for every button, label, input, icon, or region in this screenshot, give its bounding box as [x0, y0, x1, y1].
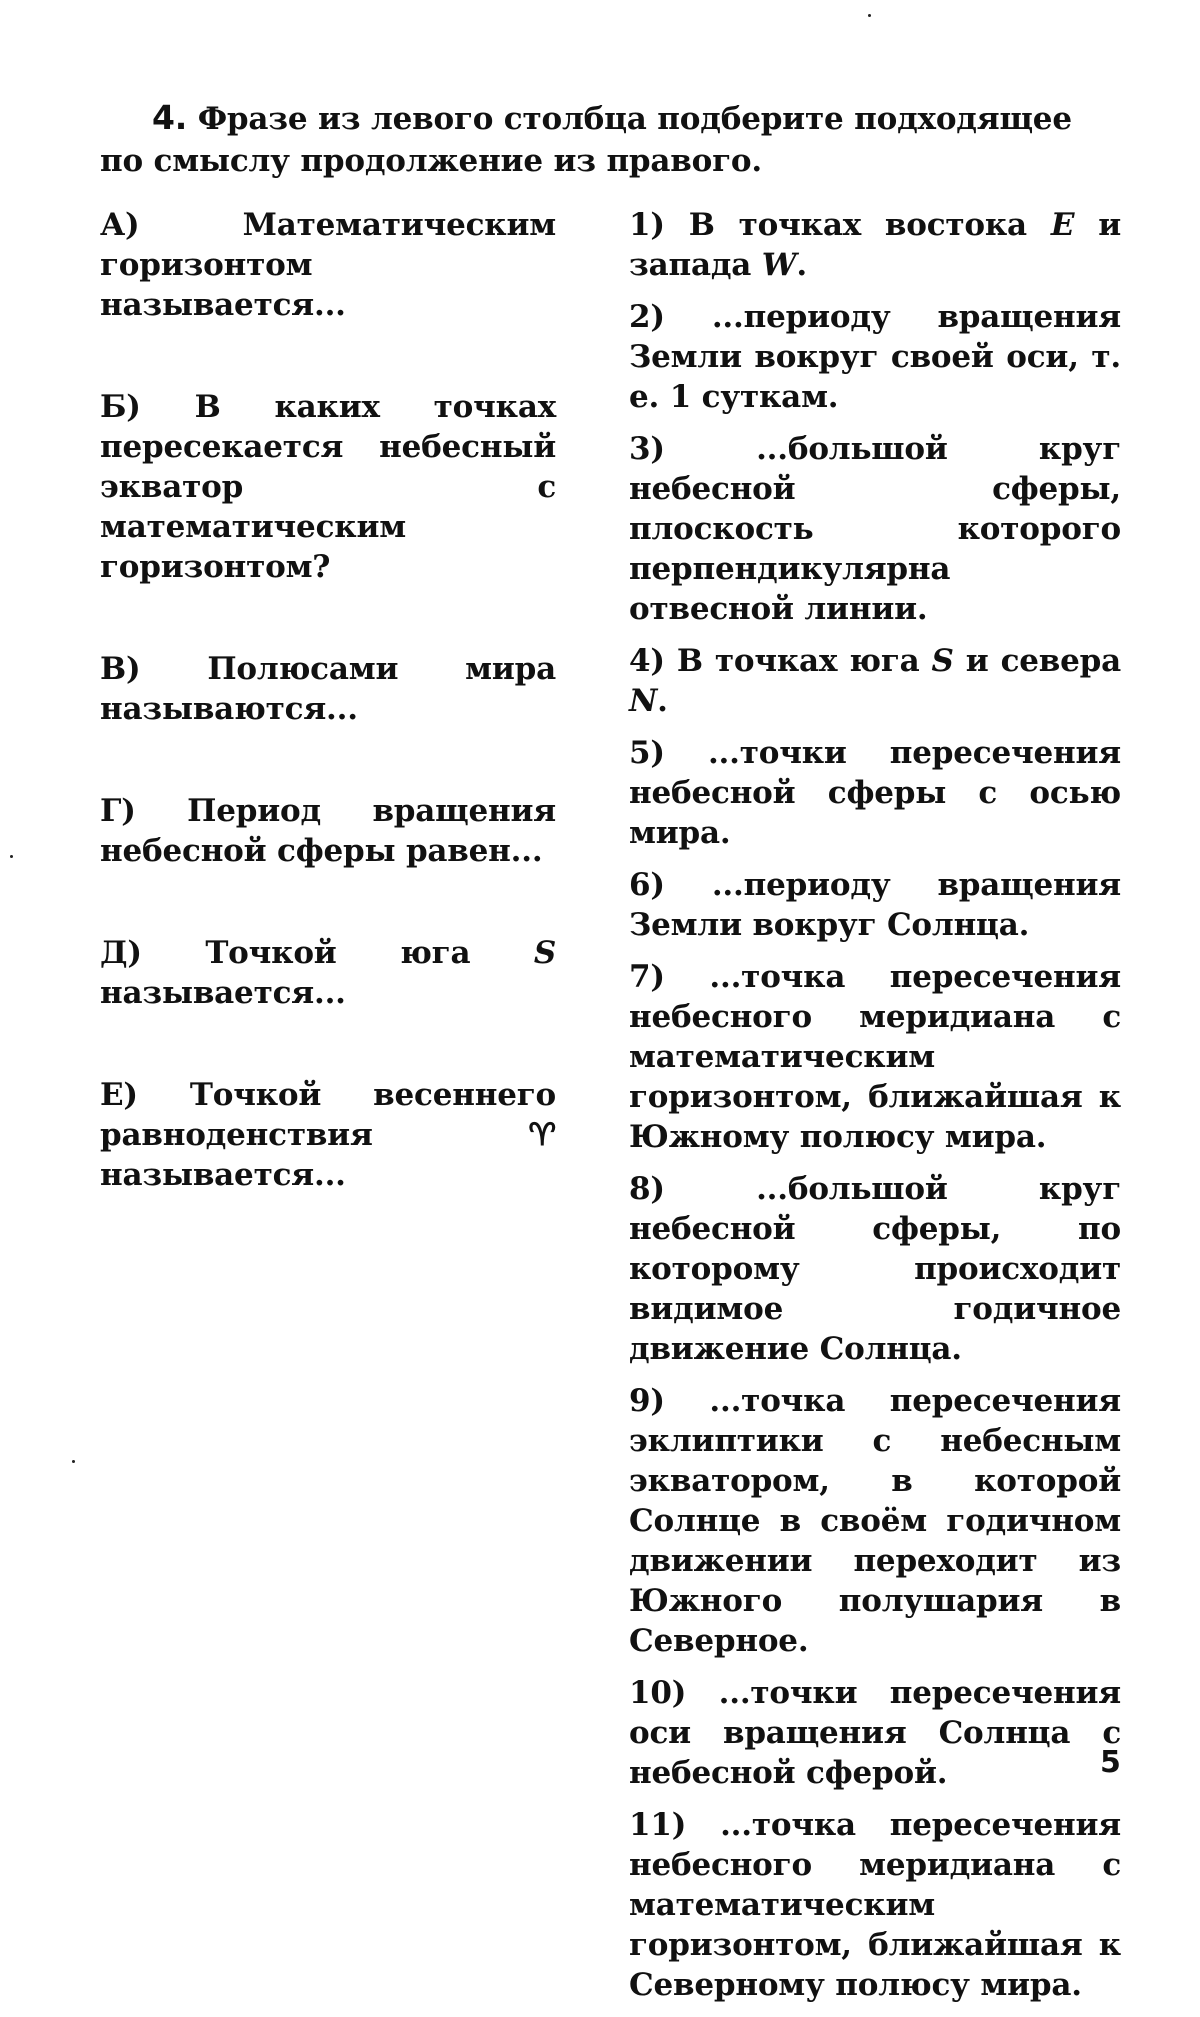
west-point-symbol: W — [761, 247, 797, 283]
right-item-text: и севера — [953, 643, 1121, 679]
task-number: 4. — [152, 98, 188, 137]
right-item-9 — [629, 1381, 1121, 1661]
right-item-text: ...точка пересечения небесного меридиана с математическим горизонтом, ближайшая к Северному полюсу мира. — [629, 1807, 1121, 2003]
left-item-label: Д) — [100, 935, 142, 971]
task-instruction-text: Фразе из левого столбца подберите подходящее по смыслу продолжение из правого. — [100, 101, 1072, 179]
left-item-g — [100, 791, 556, 871]
right-item-text: ...точки пересечения небесной сферы с осью мира. — [629, 735, 1121, 851]
aries-symbol-icon: ♈︎ — [528, 1117, 556, 1153]
right-item-text: и запада — [629, 207, 1121, 283]
north-point-symbol: N — [629, 683, 658, 719]
scan-speck — [10, 855, 13, 858]
left-item-text: Период вращения небесной сферы равен... — [100, 793, 556, 869]
left-item-text: В каких точках пересекается небесный экватор с математическим горизонтом? — [100, 389, 556, 585]
scan-speck — [72, 1460, 75, 1463]
right-item-text: ...большой круг небесной сферы, плоскость которого перпендикулярна отвесной линии. — [629, 431, 1121, 627]
right-item-label: 6) — [629, 867, 665, 903]
left-item-label: В) — [100, 651, 141, 687]
right-item-label: 1) — [629, 207, 665, 243]
left-item-a — [100, 205, 556, 325]
right-item-text: В точках юга — [676, 643, 932, 679]
right-item-text: ...точки пересечения оси вращения Солнца с небесной сферой. — [629, 1675, 1121, 1791]
east-point-symbol: E — [1050, 207, 1075, 243]
left-item-b — [100, 387, 556, 587]
right-item-text: ...периоду вращения Земли вокруг своей оси, т. е. 1 суткам. — [629, 299, 1121, 415]
left-item-text: Математическим горизонтом называется... — [100, 207, 556, 323]
south-point-symbol: S — [931, 643, 954, 679]
right-item-label: 9) — [629, 1383, 665, 1419]
south-point-symbol: S — [533, 935, 556, 971]
left-item-d — [100, 933, 556, 1013]
right-item-label: 7) — [629, 959, 665, 995]
left-item-e — [100, 1075, 556, 1195]
right-item-7 — [629, 957, 1121, 1157]
right-item-text: В точках востока — [688, 207, 1051, 243]
right-column — [629, 205, 1121, 2017]
left-item-text: Точкой юга — [205, 935, 471, 971]
right-item-text: ...точка пересечения небесного меридиана с математическим горизонтом, ближайшая к Южному полюсу мира. — [629, 959, 1121, 1155]
right-item-text: ...периоду вращения Земли вокруг Солнца. — [629, 867, 1121, 943]
right-item-text: ...точка пересечения эклиптики с небесным экватором, в которой Солнце в своём годичном движении переходит из Южного полушария в Северное. — [629, 1383, 1121, 1659]
right-item-5 — [629, 733, 1121, 853]
left-item-v — [100, 649, 556, 729]
left-item-text: Полюсами мира называются... — [100, 651, 556, 727]
left-item-text: называется... — [100, 1157, 346, 1193]
right-item-text: ...большой круг небесной сферы, по которому происходит видимое годичное движение Солнца. — [629, 1171, 1121, 1367]
right-item-3 — [629, 429, 1121, 629]
right-item-1 — [629, 205, 1121, 285]
right-item-6 — [629, 865, 1121, 945]
left-item-label: Г) — [100, 793, 136, 829]
right-item-label: 4) — [629, 643, 665, 679]
right-item-8 — [629, 1169, 1121, 1369]
right-item-label: 3) — [629, 431, 665, 467]
left-item-label: Б) — [100, 389, 141, 425]
right-item-label: 2) — [629, 299, 665, 335]
right-item-2 — [629, 297, 1121, 417]
right-item-11 — [629, 1805, 1121, 2005]
right-item-text: . — [657, 683, 668, 719]
right-item-label: 11) — [629, 1807, 687, 1843]
left-column — [100, 205, 556, 1257]
page-number: 5 — [1100, 1745, 1121, 1780]
task-instruction — [100, 97, 1120, 182]
left-item-label: А) — [100, 207, 140, 243]
right-item-label: 10) — [629, 1675, 687, 1711]
right-item-text: . — [796, 247, 808, 283]
right-item-label: 5) — [629, 735, 665, 771]
right-item-label: 8) — [629, 1171, 665, 1207]
right-item-4 — [629, 641, 1121, 721]
left-item-text: называется... — [100, 975, 346, 1011]
right-item-10 — [629, 1673, 1121, 1793]
left-item-label: Е) — [100, 1077, 138, 1113]
left-item-text: Точкой весеннего равноденствия — [100, 1077, 556, 1153]
scan-speck — [868, 14, 871, 17]
